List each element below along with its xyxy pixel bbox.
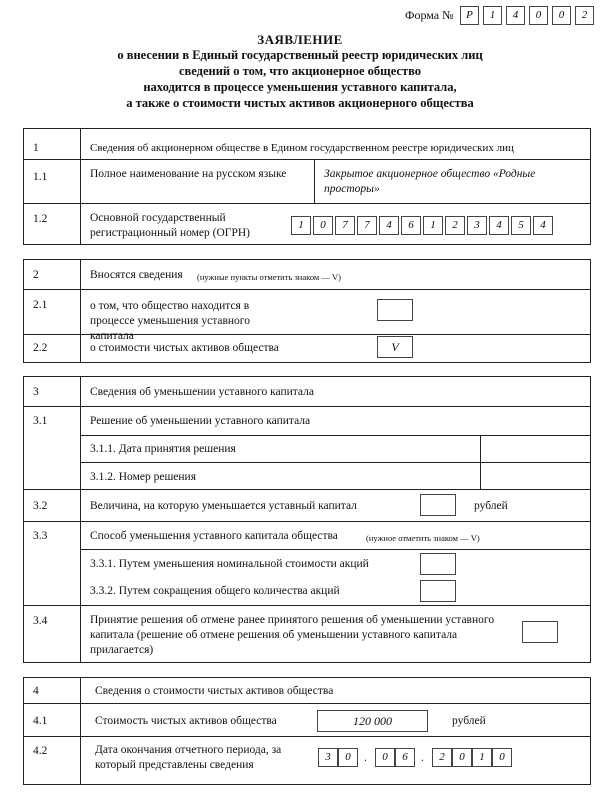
ogrn-digit-cell: 1 <box>291 216 311 235</box>
ogrn-digit-cell: 1 <box>423 216 443 235</box>
ogrn-digit-cell: 4 <box>379 216 399 235</box>
title-line: находится в процессе уменьшения уставного капитала, <box>143 80 457 94</box>
form-code-cell: 4 <box>506 6 525 25</box>
row-3-2-number: 3.2 <box>33 500 48 512</box>
section-2-number: 2 <box>33 269 39 281</box>
document-heading: ЗАЯВЛЕНИЕ <box>257 32 343 47</box>
row-1-2-number: 1.2 <box>33 213 48 225</box>
title-line: сведений о том, что акционерное общество <box>178 64 422 78</box>
checkbox-3-3-1[interactable] <box>420 553 456 575</box>
ogrn-digit-cell: 7 <box>335 216 355 235</box>
row-2-2-label: о стоимости чистых активов общества <box>90 342 279 354</box>
section-3-title: Сведения об уменьшении уставного капитала <box>90 386 314 398</box>
net-assets-value-field[interactable]: 120 000 <box>317 710 428 732</box>
row-2-2-number: 2.2 <box>33 342 48 354</box>
ogrn-digit-cell: 3 <box>467 216 487 235</box>
form-code-cell: Р <box>460 6 479 25</box>
section-1-title: Сведения об акционерном обществе в Едином государственном реестре юридических лиц <box>90 142 514 154</box>
section-4-title: Сведения о стоимости чистых активов общества <box>95 685 334 697</box>
row-2-1-number: 2.1 <box>33 299 48 311</box>
checkbox-2-2[interactable]: V <box>377 336 413 358</box>
row-3-1-2-label: 3.1.2. Номер решения <box>90 471 197 483</box>
row-3-2-label: Величина, на которую уменьшается уставный капитал <box>90 500 357 512</box>
form-code-cell: 2 <box>575 6 594 25</box>
capital-reduction-amount-field[interactable] <box>420 494 456 516</box>
row-2-1-label: о том, что общество находится в процессе уменьшения уставного капитала <box>90 300 250 342</box>
date-year-cell: 0 <box>492 748 512 767</box>
row-3-3-1-label: 3.3.1. Путем уменьшения номинальной стоимости акций <box>90 558 369 570</box>
date-separator: . <box>421 752 424 764</box>
ogrn-digit-cell: 6 <box>401 216 421 235</box>
section-1-number: 1 <box>33 142 39 154</box>
title-line: а также о стоимости чистых активов акционерного общества <box>126 96 474 110</box>
date-day-cell: 3 <box>318 748 338 767</box>
checkbox-2-1[interactable] <box>377 299 413 321</box>
row-3-1-number: 3.1 <box>33 415 48 427</box>
ogrn-digit-cell: 4 <box>489 216 509 235</box>
date-month-cell: 6 <box>395 748 415 767</box>
ogrn-digit-cell: 0 <box>313 216 333 235</box>
ogrn-digit-cell: 7 <box>357 216 377 235</box>
row-3-4-label: Принятие решения об отмене ранее принятого решения об уменьшении уставного капитала (решение об отмене решения об уменьшении уставного капитала прилагается) <box>90 614 495 656</box>
row-1-1-label: Полное наименование на русском языке <box>90 168 287 180</box>
date-year-cell: 2 <box>432 748 452 767</box>
row-3-1-1-label: 3.1.1. Дата принятия решения <box>90 443 236 455</box>
checkbox-3-3-2[interactable] <box>420 580 456 602</box>
row-1-1-number: 1.1 <box>33 171 48 183</box>
row-3-3-2-label: 3.3.2. Путем сокращения общего количества акций <box>90 585 340 597</box>
form-code-cell: 0 <box>529 6 548 25</box>
row-4-1-label: Стоимость чистых активов общества <box>95 715 277 727</box>
date-day-cell: 0 <box>338 748 358 767</box>
row-3-1-label: Решение об уменьшении уставного капитала <box>90 415 311 427</box>
row-3-4-number: 3.4 <box>33 615 48 627</box>
checkbox-3-4[interactable] <box>522 621 558 643</box>
row-4-1-number: 4.1 <box>33 715 48 727</box>
row-3-3-hint: (нужное отметить знаком — V) <box>366 533 480 543</box>
row-3-3-label: Способ уменьшения уставного капитала общества <box>90 530 338 542</box>
title-line: о внесении в Единый государственный реестр юридических лиц <box>117 48 483 62</box>
ogrn-digit-cell: 5 <box>511 216 531 235</box>
form-code-cell: 0 <box>552 6 571 25</box>
row-3-2-unit: рублей <box>474 500 508 512</box>
section-3-number: 3 <box>33 386 39 398</box>
ogrn-digit-cell: 4 <box>533 216 553 235</box>
row-4-2-label: Дата окончания отчетного периода, за который представлены сведения <box>95 744 282 771</box>
date-year-cell: 1 <box>472 748 492 767</box>
section-4-number: 4 <box>33 685 39 697</box>
date-month-cell: 0 <box>375 748 395 767</box>
row-1-2-label: Основной государственный регистрационный номер (ОГРН) <box>90 212 250 239</box>
form-code-cell: 1 <box>483 6 502 25</box>
company-name-value: Закрытое акционерное общество «Родные просторы» <box>324 168 536 195</box>
ogrn-digit-cell: 2 <box>445 216 465 235</box>
row-3-3-number: 3.3 <box>33 530 48 542</box>
section-2-title: Вносятся сведения <box>90 269 183 281</box>
row-4-1-unit: рублей <box>452 715 486 727</box>
date-separator: . <box>364 752 367 764</box>
section-2-hint: (нужные пункты отметить знаком — V) <box>197 272 342 282</box>
form-number-label: Форма № <box>405 8 454 22</box>
row-4-2-number: 4.2 <box>33 745 48 757</box>
date-year-cell: 0 <box>452 748 472 767</box>
